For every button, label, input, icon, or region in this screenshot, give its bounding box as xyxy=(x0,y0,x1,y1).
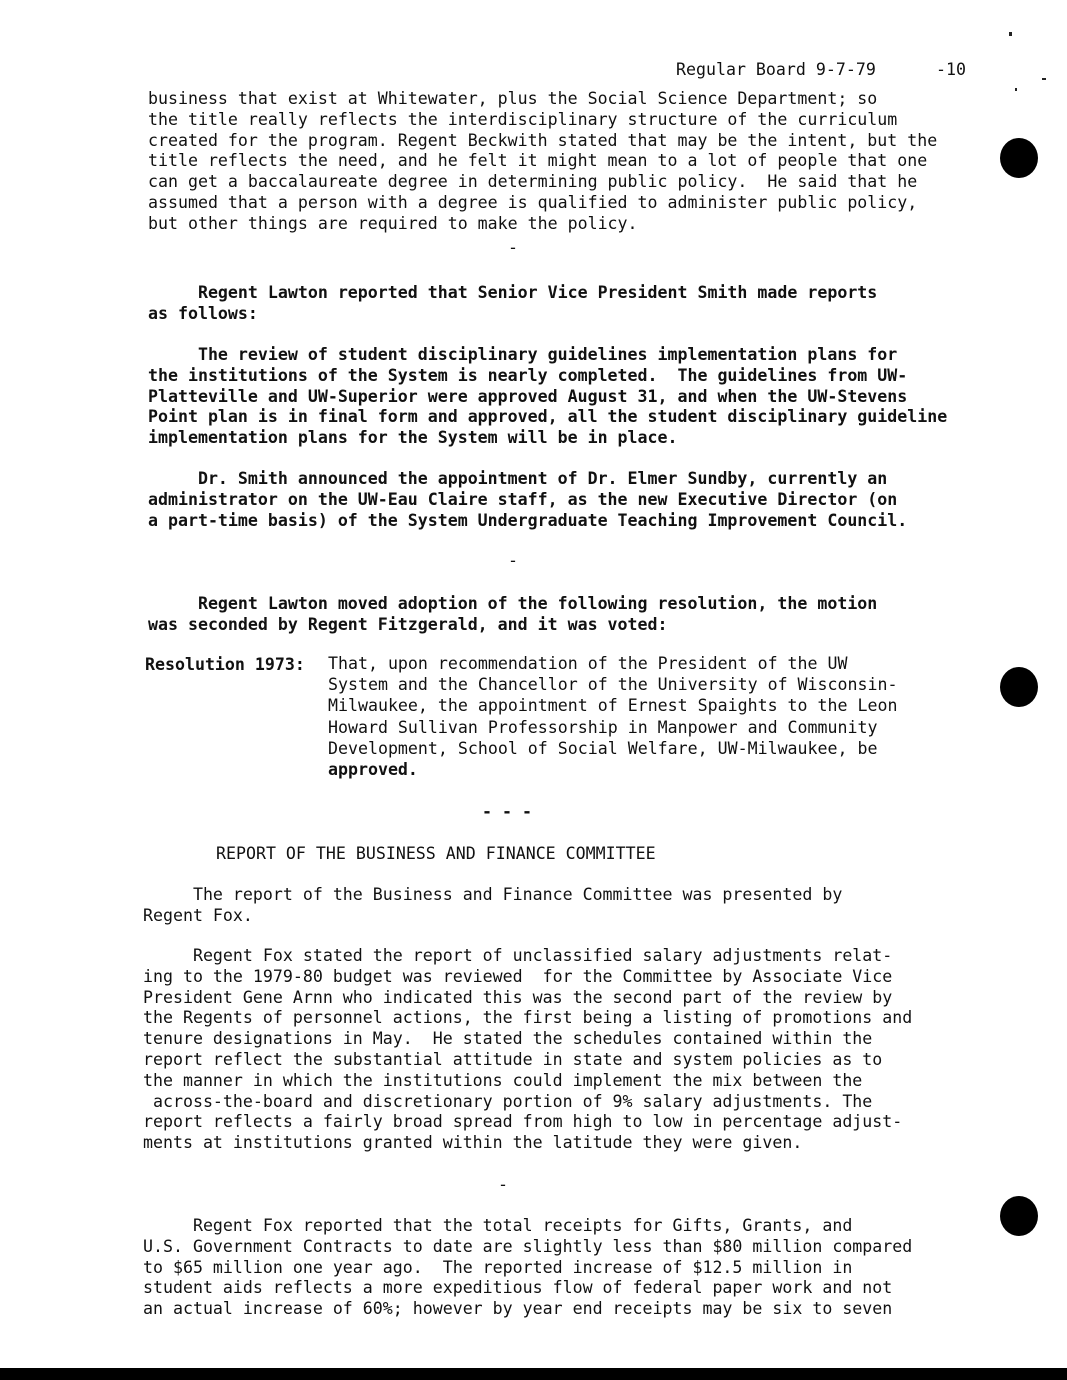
text-line: but other things are required to make the policy. xyxy=(148,213,638,233)
text-line: U.S. Government Contracts to date are slightly less than $80 million compared xyxy=(143,1236,913,1256)
text-line: created for the program. Regent Beckwith stated that may be the intent, but the xyxy=(148,130,938,150)
text-line: report reflects a fairly broad spread from high to low in percentage adjust- xyxy=(143,1112,903,1132)
text-line: student aids reflects a more expeditious flow of federal paper work and not xyxy=(143,1278,893,1298)
text-line: The review of student disciplinary guidelines implementation plans for xyxy=(148,345,898,364)
text-line: as follows: xyxy=(148,303,258,323)
resolution-label: Resolution 1973: xyxy=(145,655,305,674)
text-line: The report of the Business and Finance Committee was presented by xyxy=(143,885,843,904)
text-line: approved. xyxy=(328,760,418,779)
scan-speck xyxy=(1015,88,1017,91)
text-line: System and the Chancellor of the University of Wisconsin- xyxy=(328,675,898,695)
text-line: administrator on the UW-Eau Claire staff, as the new Executive Director (on xyxy=(148,489,898,509)
text-line: the title really reflects the interdisciplinary structure of the curriculum xyxy=(148,109,898,129)
text-line: Regent Lawton moved adoption of the following resolution, the motion xyxy=(148,594,878,613)
text-line: can get a baccalaureate degree in determining public policy. He said that he xyxy=(148,172,918,192)
text-line: Regent Fox stated the report of unclassified salary adjustments relat- xyxy=(143,946,893,965)
text-line: ments at institutions granted within the latitude they were given. xyxy=(143,1133,803,1153)
text-line: President Gene Arnn who indicated this was the second part of the review by xyxy=(143,987,893,1007)
text-line: Regent Fox reported that the total receipts for Gifts, Grants, and xyxy=(143,1216,853,1235)
section-heading: REPORT OF THE BUSINESS AND FINANCE COMMITTEE xyxy=(216,844,656,863)
text-line: the manner in which the institutions could implement the mix between the xyxy=(143,1070,863,1090)
text-line: a part-time basis) of the System Undergraduate Teaching Improvement Council. xyxy=(148,510,908,530)
page-number: -10 xyxy=(936,60,966,79)
separator: - xyxy=(508,551,518,570)
text-line: across-the-board and discretionary portion of 9% salary adjustments. The xyxy=(143,1091,873,1111)
separator: - xyxy=(498,1175,508,1194)
text-line: was seconded by Regent Fitzgerald, and it was voted: xyxy=(148,614,668,634)
text-line: the institutions of the System is nearly completed. The guidelines from UW- xyxy=(148,365,908,385)
separator: - - - xyxy=(482,802,532,821)
text-line: the Regents of personnel actions, the first being a listing of promotions and xyxy=(143,1008,913,1028)
text-line: report reflect the substantial attitude in state and system policies as to xyxy=(143,1050,883,1069)
text-line: Point plan is in final form and approved, all the student disciplinary guideline xyxy=(148,407,948,427)
page-header: Regular Board 9-7-79 xyxy=(676,60,876,79)
text-line: Regent Fox. xyxy=(143,905,253,925)
text-line: an actual increase of 60%; however by year end receipts may be six to seven xyxy=(143,1299,893,1319)
text-line: Platteville and UW-Superior were approved August 31, and when the UW-Stevens xyxy=(148,386,908,406)
text-line: title reflects the need, and he felt it might mean to a lot of people that one xyxy=(148,151,928,171)
binder-hole xyxy=(1000,667,1038,707)
binder-hole xyxy=(1000,138,1038,178)
binder-hole xyxy=(1000,1196,1038,1236)
separator: - xyxy=(508,238,518,257)
scan-speck xyxy=(1042,78,1046,80)
text-line: Howard Sullivan Professorship in Manpower and Community xyxy=(328,717,878,737)
text-line: Dr. Smith announced the appointment of Dr. Elmer Sundby, currently an xyxy=(148,469,888,488)
scan-bottom-edge xyxy=(0,1368,1067,1380)
text-line: That, upon recommendation of the President of the UW xyxy=(328,654,848,673)
text-line: business that exist at Whitewater, plus the Social Science Department; so xyxy=(148,89,878,108)
text-line: assumed that a person with a degree is qualified to administer public policy, xyxy=(148,193,918,212)
scan-speck xyxy=(1009,32,1012,36)
text-line: Milwaukee, the appointment of Ernest Spaights to the Leon xyxy=(328,696,898,716)
text-line: Regent Lawton reported that Senior Vice President Smith made reports xyxy=(148,283,878,302)
text-line: to $65 million one year ago. The reported increase of $12.5 million in xyxy=(143,1257,853,1277)
text-line: ing to the 1979-80 budget was reviewed for the Committee by Associate Vice xyxy=(143,966,893,986)
text-line: implementation plans for the System will be in place. xyxy=(148,428,678,448)
text-line: Development, School of Social Welfare, UW-Milwaukee, be xyxy=(328,738,878,758)
text-line: tenure designations in May. He stated the schedules contained within the xyxy=(143,1029,873,1049)
